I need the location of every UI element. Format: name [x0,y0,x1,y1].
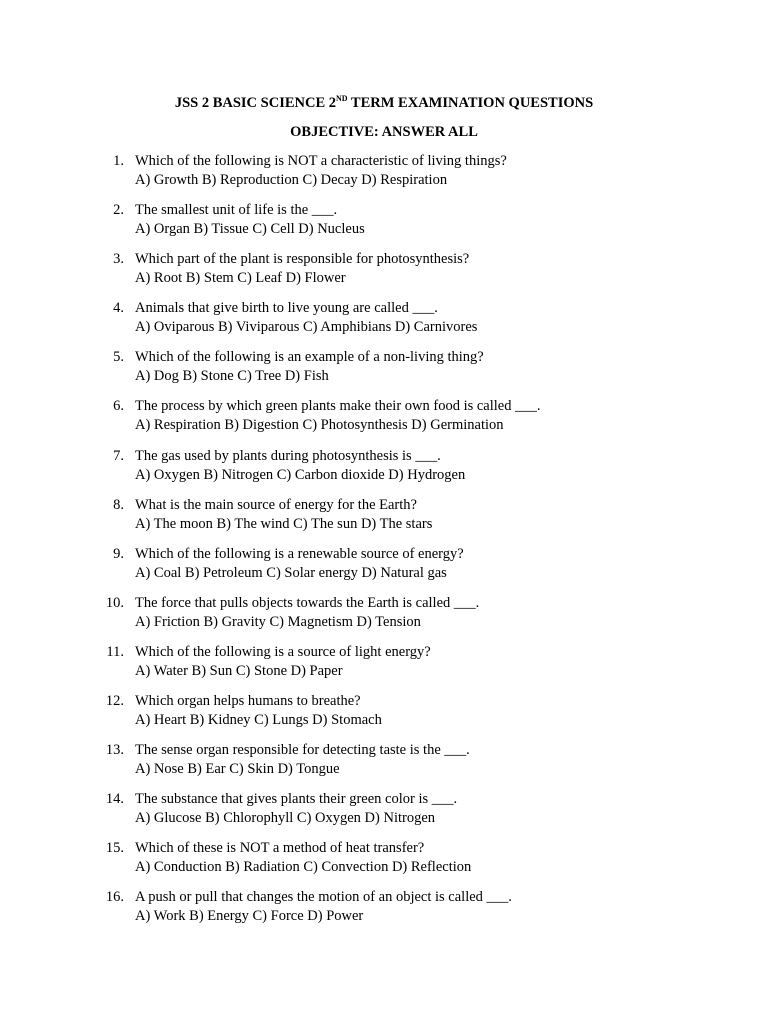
question-item [0,397,768,446]
question-options: A) Nose B) Ear C) Skin D) Tongue [135,761,340,778]
question-text: A push or pull that changes the motion of an object is called ___. [135,889,512,906]
page-subtitle: OBJECTIVE: ANSWER ALL [290,124,478,140]
question-options: A) Heart B) Kidney C) Lungs D) Stomach [135,712,382,729]
question-options: A) Dog B) Stone C) Tree D) Fish [135,368,329,385]
question-number: 11. [106,643,124,660]
question-number: 16. [105,889,124,906]
question-item [0,201,768,250]
question-options: A) Growth B) Reproduction C) Decay D) Respiration [135,172,448,188]
question-item [0,496,768,545]
question-item [0,741,768,790]
question-item [0,643,768,692]
question-number: 2. [113,202,124,219]
question-text: The sense organ responsible for detecting taste is the ___. [135,742,470,759]
page-title [0,94,768,112]
question-text: What is the main source of energy for the Earth? [135,496,417,513]
question-text: Which of the following is a renewable source of energy? [135,545,464,562]
question-number: 8. [113,496,124,513]
question-text: Animals that give birth to live young are called ___. [135,300,438,317]
question-item [0,348,768,397]
question-options: A) Respiration B) Digestion C) Photosynthesis D) Germination [135,417,504,434]
question-number: 10. [105,594,124,611]
question-text: Which of the following is a source of light energy? [135,643,431,660]
question-number: 9. [113,545,124,562]
question-item [0,692,768,741]
question-options: A) Work B) Energy C) Force D) Power [135,908,364,925]
question-options: A) Oxygen B) Nitrogen C) Carbon dioxide D) Hydrogen [135,466,466,483]
title-superscript: ND [336,94,348,103]
question-text: The process by which green plants make their own food is called ___. [135,398,541,415]
question-text: Which of the following is NOT a characteristic of living things? [135,153,507,169]
question-item [0,888,768,937]
question-number: 13. [105,742,124,759]
question-number: 3. [113,251,124,268]
question-options: A) Friction B) Gravity C) Magnetism D) Tension [135,613,421,630]
question-number: 7. [113,447,124,464]
question-text: Which organ helps humans to breathe? [135,693,361,710]
question-options: A) Oviparous B) Viviparous C) Amphibians D) Carnivores [135,319,478,336]
question-item [0,152,768,201]
question-number: 5. [113,349,124,366]
question-text: Which part of the plant is responsible for photosynthesis? [135,251,470,268]
question-options: A) Conduction B) Radiation C) Convection D) Reflection [135,859,472,876]
question-number: 6. [113,398,124,415]
question-number: 15. [105,840,124,857]
question-options: A) Water B) Sun C) Stone D) Paper [135,662,343,679]
question-text: Which of these is NOT a method of heat transfer? [135,840,425,857]
title-text: JSS 2 BASIC SCIENCE 2 [174,95,336,111]
question-number: 1. [113,153,124,169]
question-number: 14. [105,791,124,808]
question-item [0,594,768,643]
question-text: The force that pulls objects towards the Earth is called ___. [135,594,480,611]
question-options: A) Coal B) Petroleum C) Solar energy D) Natural gas [135,564,447,581]
question-options: A) Glucose B) Chlorophyll C) Oxygen D) Nitrogen [135,810,436,827]
title-text-rest: TERM EXAMINATION QUESTIONS [347,95,594,111]
question-text: The gas used by plants during photosynthesis is ___. [135,447,441,464]
question-text: The substance that gives plants their green color is ___. [135,791,458,808]
question-text: The smallest unit of life is the ___. [135,202,338,219]
question-options: A) Organ B) Tissue C) Cell D) Nucleus [135,221,365,238]
question-number: 4. [113,300,124,317]
question-number: 12. [105,693,124,710]
question-item [0,299,768,348]
question-options: A) Root B) Stem C) Leaf D) Flower [135,270,346,287]
question-item [0,447,768,496]
question-list [0,152,768,938]
question-item [0,250,768,299]
question-options: A) The moon B) The wind C) The sun D) The stars [135,515,433,532]
question-item [0,545,768,594]
question-item [0,790,768,839]
question-text: Which of the following is an example of a non-living thing? [135,349,484,366]
question-item [0,839,768,888]
